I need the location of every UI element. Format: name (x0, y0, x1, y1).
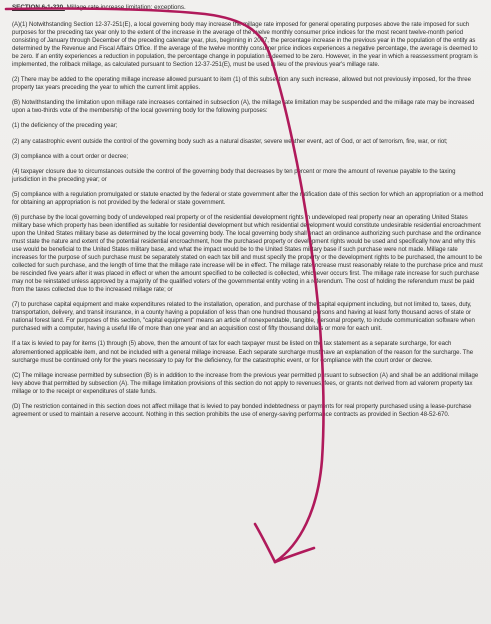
paragraph-b1: (1) the deficiency of the preceding year; (12, 123, 118, 130)
paragraph-c: (C) The millage increase permitted by subsection (B) is in addition to the increase from the previous year permitted pursuant to subsection (A) and shall be an additional millage levy above that permitted by subsection (A). The millage limitation provisions of this section do not apply to revenues, fees, or grants not derived from ad valorem property tax millage or to the receipt or expenditures of state funds. (12, 372, 479, 395)
paragraph-a1: (A)(1) Notwithstanding Section 12-37-251(E), a local governing body may increase the millage rate imposed for general operating purposes above the rate imposed for such purposes for the preceding tax year only to the extent of the increase in the average of the twelve monthly consumer price indices for the most recent twelve-month period consisting of January through December of the preceding calendar year, plus, beginning in 2007, the percentage increase in the previous year in the population of the entity as determined by the Revenue and Fiscal Affairs Office. If the average of the twelve monthly consumer price indices experiences a negative percentage, the average is deemed to be zero. If an entity experiences a reduction in population, the percentage change in population is deemed to be zero. However, in the year in which a reassessment program is implemented, the rollback millage, as calculated pursuant to Section 12-37-251(E), must be used in lieu of the previous year's millage rate. (12, 22, 478, 69)
paragraph-b7: (7) to purchase capital equipment and make expenditures related to the installation, operation, and purchase of the capital equipment including, but not limited to, taxes, duty, transportation, delivery, and transit insurance, in a county having a population of less than one hundred thousand persons and having at least forty thousand acres of state or national forest land. For purposes of this section, "capital equipment" means an article of nonexpendable, tangible, personal property, to include communication software when purchased with a computer, having a useful life of more than one year and an acquisition cost of fifty thousand dollars or more for each unit. (12, 302, 475, 333)
paragraph-b: (B) Notwithstanding the limitation upon millage rate increases contained in subsection (A), the millage rate limitation may be suspended and the millage rate may be increased upon a two-thirds vote of the membership of the local governing body for the following purposes: (12, 100, 475, 115)
section-heading (12, 4, 484, 12)
paragraph-b3: (3) compliance with a court order or decree; (12, 153, 129, 160)
paragraph-b5: (5) compliance with a regulation promulgated or statute enacted by the federal or state government after the ratification date of this section for which an appropriation or a method for obtaining an appropriation is not provided by the federal or state government. (12, 191, 484, 206)
paragraph-b4: (4) taxpayer closure due to circumstances outside the control of the governing body that decreases by ten percent or more the amount of revenue payable to the taxing jurisdiction in the preceding year; or (12, 168, 456, 183)
arrowhead-left-stroke (255, 524, 275, 562)
section-number: SECTION 6-1-320. (12, 4, 65, 11)
section-title: Millage rate increase limitation; exceptions. (66, 4, 186, 11)
paragraph-surcharge: If a tax is levied to pay for items (1) through (5) above, then the amount of tax for each taxpayer must be listed on the tax statement as a separate surcharge, for each aforementioned applicable item, and not be included with a general millage increase. Each separate surcharge must have an explanation of the reason for the surcharge. The surcharge must be continued only for the years necessary to pay for the deficiency, for the catastrophic event, or for compliance with the court order or decree. (12, 341, 474, 364)
arrowhead-right-stroke (275, 548, 314, 562)
paragraph-b2: (2) any catastrophic event outside the control of the governing body such as a natural disaster, severe weather event, act of God, or act of terrorism, fire, war, or riot; (12, 138, 448, 145)
paragraph-a2: (2) There may be added to the operating millage increase allowed pursuant to item (1) of this subsection any such increase, allowed but not previously imposed, for the three property tax years preceding the year to which the current limit applies. (12, 77, 471, 92)
statute-text (12, 4, 484, 426)
paragraph-d: (D) The restriction contained in this section does not affect millage that is levied to pay bonded indebtedness or payments for real property purchased using a lease-purchase agreement or used to maintain a reserve account. Nothing in this section prohibits the use of energy-saving performance contracts as provided in Section 48-52-670. (12, 403, 472, 418)
paragraph-b6: (6) purchase by the local governing body of undeveloped real property or of the residential development rights in undeveloped real property near an operating United States military base which property has been identified as suitable for residential development but which residential development would constitute undesirable residential encroachment upon the United States military base as determined by the local governing body. The local governing body shall enact an ordinance authorizing such purchase and the ordinance must state the nature and extent of the potential residential encroachment, how the purchased property or development rights would be used and specifically how and why this use would be beneficial to the United States military base, and what the impact would be to the United States military base if such purchase were not made. Millage rate increases for the purpose of such purchase must be separately stated on each tax bill and must specify the property or the development rights to be purchased, the amount to be collected for such purchase, and the length of time that the millage rate increase will be in effect. The millage rate increase must reasonably relate to the purchase price and must be rescinded five years after it was placed in effect or when the amount specified to be collected is collected, whichever occurs first. The millage rate increase for such purchase may not be reinstated unless approved by a majority of the qualified voters of the governmental entity voting in a referendum. The cost of holding the referendum must be paid from the taxes collected due to the increased millage rate; or (12, 214, 483, 294)
